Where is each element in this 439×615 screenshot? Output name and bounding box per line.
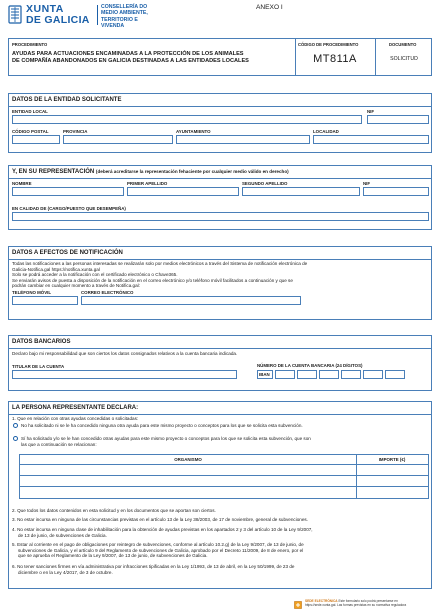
table-row[interactable] xyxy=(22,477,354,485)
brand-galicia: DE GALICIA xyxy=(26,14,90,26)
other-aid-table xyxy=(19,454,429,499)
section-rule xyxy=(9,106,431,107)
account-digits-field[interactable] xyxy=(385,370,405,379)
nif-field[interactable] xyxy=(367,115,429,124)
account-digits-field[interactable] xyxy=(319,370,339,379)
representative-section xyxy=(8,165,432,230)
declaration-title: LA PERSONA REPRESENTANTE DECLARA: xyxy=(12,405,139,411)
holder-label: TITULAR DE LA CUENTA xyxy=(12,364,65,369)
postal-code-label: CÓDIGO POSTAL xyxy=(12,129,49,134)
declaration-item-6: 6. No tener sanciones firmes en vía administrativa por infracciones tipificadas en la Ley 1/1993, de 13 de abril, en la Ley 50/1999, de 23 de diciembre o en la Ley 4/2017, de 3 de octubre. xyxy=(12,564,295,575)
email-field[interactable] xyxy=(81,296,301,305)
department-name: CONSELLERÍA DO MEDIO AMBIENTE, TERRITORIO E VIVENDA xyxy=(101,4,148,29)
table-rule xyxy=(20,464,428,465)
table-row[interactable] xyxy=(22,488,354,496)
declaration-section xyxy=(8,401,432,589)
table-rule xyxy=(20,475,428,476)
option-no-other-aid: No ha solicitado ni se le ha concedido ninguna otra ayuda para este mismo proyecto o conceptos para los que se solicita esta subvención. xyxy=(21,423,303,428)
first-surname-label: PRIMER APELLIDO xyxy=(127,181,168,186)
representative-title: Y, EN SU REPRESENTACIÓN (deberá acreditarse la representación fehaciente por cualquier medio válido en derecho) xyxy=(12,169,289,175)
account-digits-field[interactable] xyxy=(363,370,383,379)
declaration-item-3: 3. No estar incursa en ninguna de las circunstancias previstas en el artículo 13 de la Ley 38/2003, de 17 de noviembre, general de subvenciones. xyxy=(12,517,308,522)
bank-section xyxy=(8,335,432,391)
name-label: NOMBRE xyxy=(12,181,32,186)
procedure-code-label: CÓDIGO DE PROCEDIMIENTO xyxy=(298,42,359,47)
column-organism: ORGANISMO xyxy=(174,457,202,462)
name-field[interactable] xyxy=(12,187,124,196)
document-type: SOLICITUD xyxy=(390,56,418,62)
applicant-section xyxy=(8,93,432,153)
locality-field[interactable] xyxy=(313,135,429,144)
declaration-item-2: 2. Que todos los datos contenidos en esta solicitud y en los documentos que se aportan son ciertos. xyxy=(12,508,216,513)
xunta-galicia-logo-icon xyxy=(8,5,22,25)
council-label: AYUNTAMIENTO xyxy=(176,129,211,134)
applicant-title: DATOS DE LA ENTIDAD SOLICITANTE xyxy=(12,97,122,103)
iban-box: IBAN xyxy=(257,370,273,379)
entity-field[interactable] xyxy=(12,115,362,124)
table-row[interactable] xyxy=(22,466,354,474)
rep-nif-field[interactable] xyxy=(363,187,429,196)
role-label: EN CALIDAD DE (CARGO/PUESTO QUE DESEMPEÑA) xyxy=(12,206,126,211)
role-field[interactable] xyxy=(12,212,429,221)
option-other-aid: Sí ha solicitado y/o se le han concedido otras ayudas para este mismo proyecto o conceptos para los que se solicita esta subvención, que son las que a continuación se relacionan: xyxy=(21,436,311,447)
procedure-box xyxy=(8,38,432,76)
mobile-label: TELÉFONO MÓVIL xyxy=(12,290,52,295)
radio-no-other-aid[interactable] xyxy=(13,423,18,428)
account-digits-field[interactable] xyxy=(297,370,317,379)
section-rule xyxy=(9,414,431,415)
notification-section xyxy=(8,246,432,320)
radio-other-aid[interactable] xyxy=(13,436,18,441)
email-label: CORREO ELECTRÓNICO xyxy=(81,290,134,295)
province-label: PROVINCIA xyxy=(63,129,88,134)
bank-title: DATOS BANCARIOS xyxy=(12,339,71,345)
second-surname-field[interactable] xyxy=(242,187,360,196)
logo-divider xyxy=(97,5,98,25)
council-field[interactable] xyxy=(176,135,310,144)
table-rule xyxy=(20,486,428,487)
holder-field[interactable] xyxy=(12,370,237,379)
procedure-code: MT811A xyxy=(313,53,357,65)
procedure-label: PROCEDIMIENTO xyxy=(12,42,48,47)
entity-label: ENTIDAD LOCAL xyxy=(12,109,48,114)
bank-declaration: Declaro bajo mi responsabilidad que son ciertos los datos consignados relativos a la cuenta bancaria indicada. xyxy=(12,351,238,356)
locality-label: LOCALIDAD xyxy=(313,129,339,134)
first-surname-field[interactable] xyxy=(127,187,239,196)
section-rule xyxy=(9,348,431,349)
procedure-title: AYUDAS PARA ACTUACIONES ENCAMINADAS A LA PROTECCIÓN DE LOS ANIMALES DE COMPAÑÍA ABANDONADOS EN GALICIA DESTINADAS A LAS ENTIDADES LOCALES xyxy=(12,51,249,64)
brand-xunta: XUNTA xyxy=(26,3,64,15)
section-rule xyxy=(9,178,431,179)
notification-title: DATOS A EFECTOS DE NOTIFICACIÓN xyxy=(12,250,123,256)
xunta-logo xyxy=(8,4,158,30)
declaration-item-1: 1. Que en relación con otras ayudas concedidas o solicitadas: xyxy=(12,416,139,421)
rep-nif-label: NIF xyxy=(363,181,371,186)
column-amount: IMPORTE (€) xyxy=(378,457,406,462)
second-surname-label: SEGUNDO APELLIDO xyxy=(242,181,288,186)
declaration-item-5: 5. Estar al corriente en el pago de obligaciones por reintegro de subvenciones, conforme al artículo 10.2.g) de la Ley 9/2007, de 13 de junio, de subvenciones de Galicia, y el artículo 9 del Reglamento de subvenciones de Galicia, aprobado por el Decreto 11/2009, de 8 de enero, por el que se aprueba el Reglamento de la Ley 9/2007, de 13 de junio, de subvenciones de Galicia. xyxy=(12,542,304,559)
nif-label: NIF xyxy=(367,109,375,114)
account-label: NÚMERO DE LA CUENTA BANCARIA (24 DÍGITOS) xyxy=(257,363,363,368)
declaration-item-4: 4. No estar incursa en ninguna clase de inhabilitación para la obtención de ayudas previstas en los apartados 2 y 3 del artículo 10 de la Ley 9/2007, de 13 de junio, de subvenciones de Galicia. xyxy=(12,527,313,538)
account-digits-field[interactable] xyxy=(275,370,295,379)
annex-label: ANEXO I xyxy=(256,4,283,11)
section-rule xyxy=(9,259,431,260)
postal-code-field[interactable] xyxy=(12,135,60,144)
mobile-field[interactable] xyxy=(12,296,78,305)
province-field[interactable] xyxy=(63,135,173,144)
footer-note: SEDE ELECTRÓNICA Este formulario solo podrá presentarse en https://sede.xunta.gal. Las formas previstas en su normativa reguladora xyxy=(305,599,407,607)
document-label: DOCUMENTO xyxy=(389,42,417,47)
account-digits-field[interactable] xyxy=(341,370,361,379)
notification-text: Todas las notificaciones a las personas interesadas se realizarán solo por medios electrónicos a través del Sistema de notificación electrónica de Galicia-Notifica.gal https://notifica.xunta.gal Solo se podrá acceder a la notificación con el certificado electrónico o Chave365. Se enviarán avisos de puesta a disposición de la notificación en el correo electrónico y/o teléfono móvil facilitados a continuación y que se podrán cambiar en cualquier momento a través de Notifica.gal: xyxy=(12,261,308,289)
table-col-divider xyxy=(356,455,357,498)
sede-electronica-icon xyxy=(294,601,302,609)
